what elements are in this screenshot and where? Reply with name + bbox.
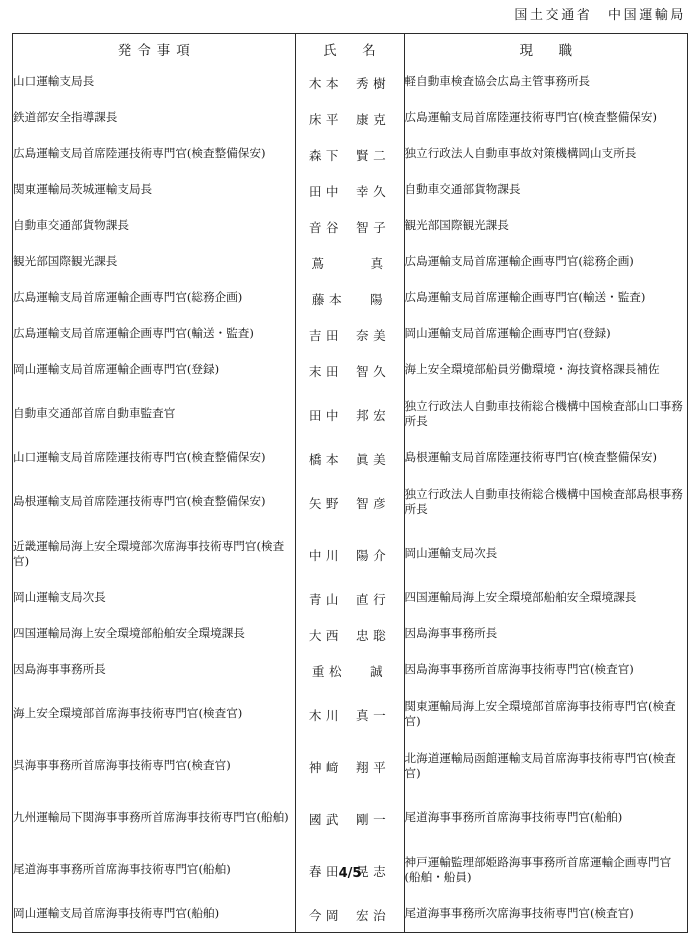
- column-header-order-label: 発令事項: [117, 43, 196, 59]
- name-surname: 蔦: [311, 255, 329, 271]
- name-surname: 末田: [308, 363, 343, 379]
- cell-post: 観光部国際観光課長: [404, 208, 687, 244]
- name-given: 陽介: [356, 547, 391, 563]
- cell-name: [295, 172, 404, 208]
- table-row: [13, 792, 687, 844]
- table-row: [13, 208, 687, 244]
- cell-order: 岡山運輸支局次長: [13, 590, 106, 605]
- name-given: 真: [370, 255, 388, 271]
- name-text: [296, 589, 404, 608]
- cell-order: 呉海事事務所首席海事技術専門官(検査官): [13, 758, 231, 773]
- name-text: [296, 145, 404, 164]
- table-body: [13, 64, 687, 932]
- name-text: [296, 493, 404, 512]
- cell-order: 広島運輸支局首席陸運技術専門官(検査整備保安): [13, 146, 266, 161]
- cell-order: 近畿運輸局海上安全環境部次席海事技術専門官(検査官): [13, 538, 285, 568]
- cell-order: 岡山運輸支局首席運輸企画専門官(登録): [13, 362, 220, 377]
- cell-order: 岡山運輸支局首席海事技術専門官(船舶): [13, 906, 220, 921]
- cell-post: 尾道海事事務所次席海事技術専門官(検査官): [404, 896, 687, 932]
- name-given: 邦宏: [356, 407, 391, 423]
- cell-order: 観光部国際観光課長: [13, 254, 118, 269]
- cell-name: [295, 652, 404, 688]
- document-header: 国土交通省 中国運輸局: [514, 8, 686, 23]
- cell-post: 島根運輸支局首席陸運技術専門官(検査整備保安): [404, 440, 687, 476]
- cell-name: [295, 316, 404, 352]
- name-surname: 森下: [308, 147, 343, 163]
- table-row: [13, 476, 687, 528]
- name-given: 真一: [356, 707, 391, 723]
- name-surname: 木川: [308, 707, 343, 723]
- name-given: 奈美: [356, 327, 391, 343]
- table-row: [13, 244, 687, 280]
- cell-post: 独立行政法人自動車技術総合機構中国検査部島根事務所長: [404, 476, 687, 528]
- name-surname: 吉田: [308, 327, 343, 343]
- cell-order: 山口運輸支局首席陸運技術専門官(検査整備保安): [13, 450, 266, 465]
- table-row: [13, 136, 687, 172]
- cell-post: 北海道運輸局函館運輸支局首席海事技術専門官(検査官): [404, 740, 687, 792]
- cell-order: 島根運輸支局首席陸運技術専門官(検査整備保安): [13, 494, 266, 509]
- table-row: [13, 388, 687, 440]
- name-text: [296, 809, 404, 828]
- cell-name: [295, 740, 404, 792]
- cell-order: 山口運輸支局長: [13, 74, 95, 89]
- name-given: 晃志: [356, 863, 391, 879]
- cell-name: [295, 352, 404, 388]
- name-text: [296, 625, 404, 644]
- cell-post: 自動車交通部貨物課長: [404, 172, 687, 208]
- table-header-row: [13, 34, 687, 64]
- name-given: 陽: [370, 291, 388, 307]
- table-row: [13, 740, 687, 792]
- cell-post: 神戸運輸監理部姫路海事事務所首席運輸企画専門官(船舶・船員): [404, 844, 687, 896]
- name-text: [296, 905, 404, 924]
- name-text: [296, 405, 404, 424]
- table-row: [13, 280, 687, 316]
- cell-order: 尾道海事事務所首席海事技術専門官(船舶): [13, 862, 231, 877]
- cell-order: 鉄道部安全指導課長: [13, 110, 118, 125]
- cell-order: 関東運輸局茨城運輸支局長: [13, 182, 153, 197]
- table-row: [13, 688, 687, 740]
- table-row: [13, 896, 687, 932]
- name-surname: 木本: [308, 75, 343, 91]
- name-surname: 藤本: [311, 291, 347, 307]
- cell-post: 因島海事事務所首席海事技術専門官(検査官): [404, 652, 687, 688]
- cell-name: [295, 280, 404, 316]
- personnel-table-container: [12, 33, 688, 933]
- name-text: [296, 73, 404, 92]
- name-given: 賢二: [356, 147, 391, 163]
- name-text: [296, 217, 404, 236]
- cell-order: 海上安全環境部首席海事技術専門官(検査官): [13, 706, 243, 721]
- cell-name: [295, 792, 404, 844]
- cell-name: [295, 388, 404, 440]
- cell-order: 四国運輸局海上安全環境部船舶安全環境課長: [13, 626, 245, 641]
- name-text: [296, 325, 404, 344]
- table-row: [13, 528, 687, 580]
- column-header-post-label: 現 職: [519, 43, 578, 59]
- name-text: [296, 757, 404, 776]
- name-text: [296, 705, 404, 724]
- name-given: 幸久: [356, 183, 391, 199]
- table-row: [13, 172, 687, 208]
- cell-order: 九州運輸局下関海事事務所首席海事技術専門官(船舶): [13, 810, 289, 825]
- name-given: 誠: [370, 663, 388, 679]
- cell-post: 関東運輸局海上安全環境部首席海事技術専門官(検査官): [404, 688, 687, 740]
- cell-name: [295, 100, 404, 136]
- cell-post: 広島運輸支局首席陸運技術専門官(検査整備保安): [404, 100, 687, 136]
- name-text: [296, 181, 404, 200]
- column-header-name: [295, 34, 404, 64]
- cell-post: 因島海事事務所長: [404, 616, 687, 652]
- name-given: 康克: [356, 111, 391, 127]
- cell-post: 独立行政法人自動車技術総合機構中国検査部山口事務所長: [404, 388, 687, 440]
- table-row: [13, 580, 687, 616]
- name-surname: 田中: [308, 183, 343, 199]
- table-row: [13, 616, 687, 652]
- name-surname: 重松: [311, 663, 347, 679]
- cell-name: [295, 476, 404, 528]
- name-surname: 國武: [308, 811, 343, 827]
- name-given: 忠聡: [356, 627, 391, 643]
- column-header-post: [404, 34, 687, 64]
- cell-name: [295, 208, 404, 244]
- name-text: [296, 289, 404, 308]
- column-header-order: [13, 34, 295, 64]
- table-row: [13, 64, 687, 100]
- cell-name: [295, 244, 404, 280]
- name-given: 直行: [356, 591, 391, 607]
- cell-post: 海上安全環境部船員労働環境・海技資格課長補佐: [404, 352, 687, 388]
- name-surname: 中川: [308, 547, 343, 563]
- personnel-table: [13, 34, 687, 932]
- table-row: [13, 100, 687, 136]
- name-text: [296, 253, 404, 272]
- cell-order: 自動車交通部首席自動車監査官: [13, 406, 176, 421]
- cell-order: 広島運輸支局首席運輸企画専門官(輸送・監査): [13, 326, 254, 341]
- cell-post: 独立行政法人自動車事故対策機構岡山支所長: [404, 136, 687, 172]
- name-surname: 田中: [308, 407, 343, 423]
- page-number: 4/5: [338, 866, 362, 881]
- cell-post: 尾道海事事務所首席海事技術専門官(船舶): [404, 792, 687, 844]
- table-header: [13, 34, 687, 64]
- name-text: [296, 109, 404, 128]
- cell-post: 軽自動車検査協会広島主管事務所長: [404, 64, 687, 100]
- name-given: 宏治: [356, 907, 391, 923]
- cell-order: 自動車交通部貨物課長: [13, 218, 129, 233]
- name-surname: 神﨑: [308, 759, 343, 775]
- name-surname: 矢野: [308, 495, 343, 511]
- cell-name: [295, 528, 404, 580]
- cell-post: 岡山運輸支局首席運輸企画専門官(登録): [404, 316, 687, 352]
- cell-post: 広島運輸支局首席運輸企画専門官(総務企画): [404, 244, 687, 280]
- name-text: [296, 361, 404, 380]
- name-surname: 音谷: [308, 219, 343, 235]
- cell-name: [295, 616, 404, 652]
- name-given: 剛一: [356, 811, 391, 827]
- name-surname: 春田: [308, 863, 343, 879]
- name-given: 智久: [356, 363, 391, 379]
- name-surname: 青山: [308, 591, 343, 607]
- cell-post: 岡山運輸支局次長: [404, 528, 687, 580]
- name-surname: 床平: [308, 111, 343, 127]
- cell-name: [295, 64, 404, 100]
- cell-name: [295, 580, 404, 616]
- name-surname: 今岡: [308, 907, 343, 923]
- table-row: [13, 440, 687, 476]
- name-surname: 橋本: [308, 451, 343, 467]
- cell-post: 四国運輸局海上安全環境部船舶安全環境課長: [404, 580, 687, 616]
- table-row: [13, 652, 687, 688]
- name-given: 智子: [356, 219, 391, 235]
- name-given: 秀樹: [356, 75, 391, 91]
- name-text: [296, 449, 404, 468]
- table-row: [13, 316, 687, 352]
- cell-order: 因島海事事務所長: [13, 662, 106, 677]
- table-row: [13, 352, 687, 388]
- name-given: 智彦: [356, 495, 391, 511]
- cell-name: [295, 688, 404, 740]
- cell-order: 広島運輸支局首席運輸企画専門官(総務企画): [13, 290, 243, 305]
- cell-name: [295, 896, 404, 932]
- name-text: [296, 661, 404, 680]
- name-given: 翔平: [356, 759, 391, 775]
- cell-post: 広島運輸支局首席運輸企画専門官(輸送・監査): [404, 280, 687, 316]
- cell-name: [295, 136, 404, 172]
- name-surname: 大西: [308, 627, 343, 643]
- column-header-name-label: 氏 名: [323, 43, 382, 59]
- name-given: 眞美: [356, 451, 391, 467]
- name-text: [296, 545, 404, 564]
- cell-name: [295, 440, 404, 476]
